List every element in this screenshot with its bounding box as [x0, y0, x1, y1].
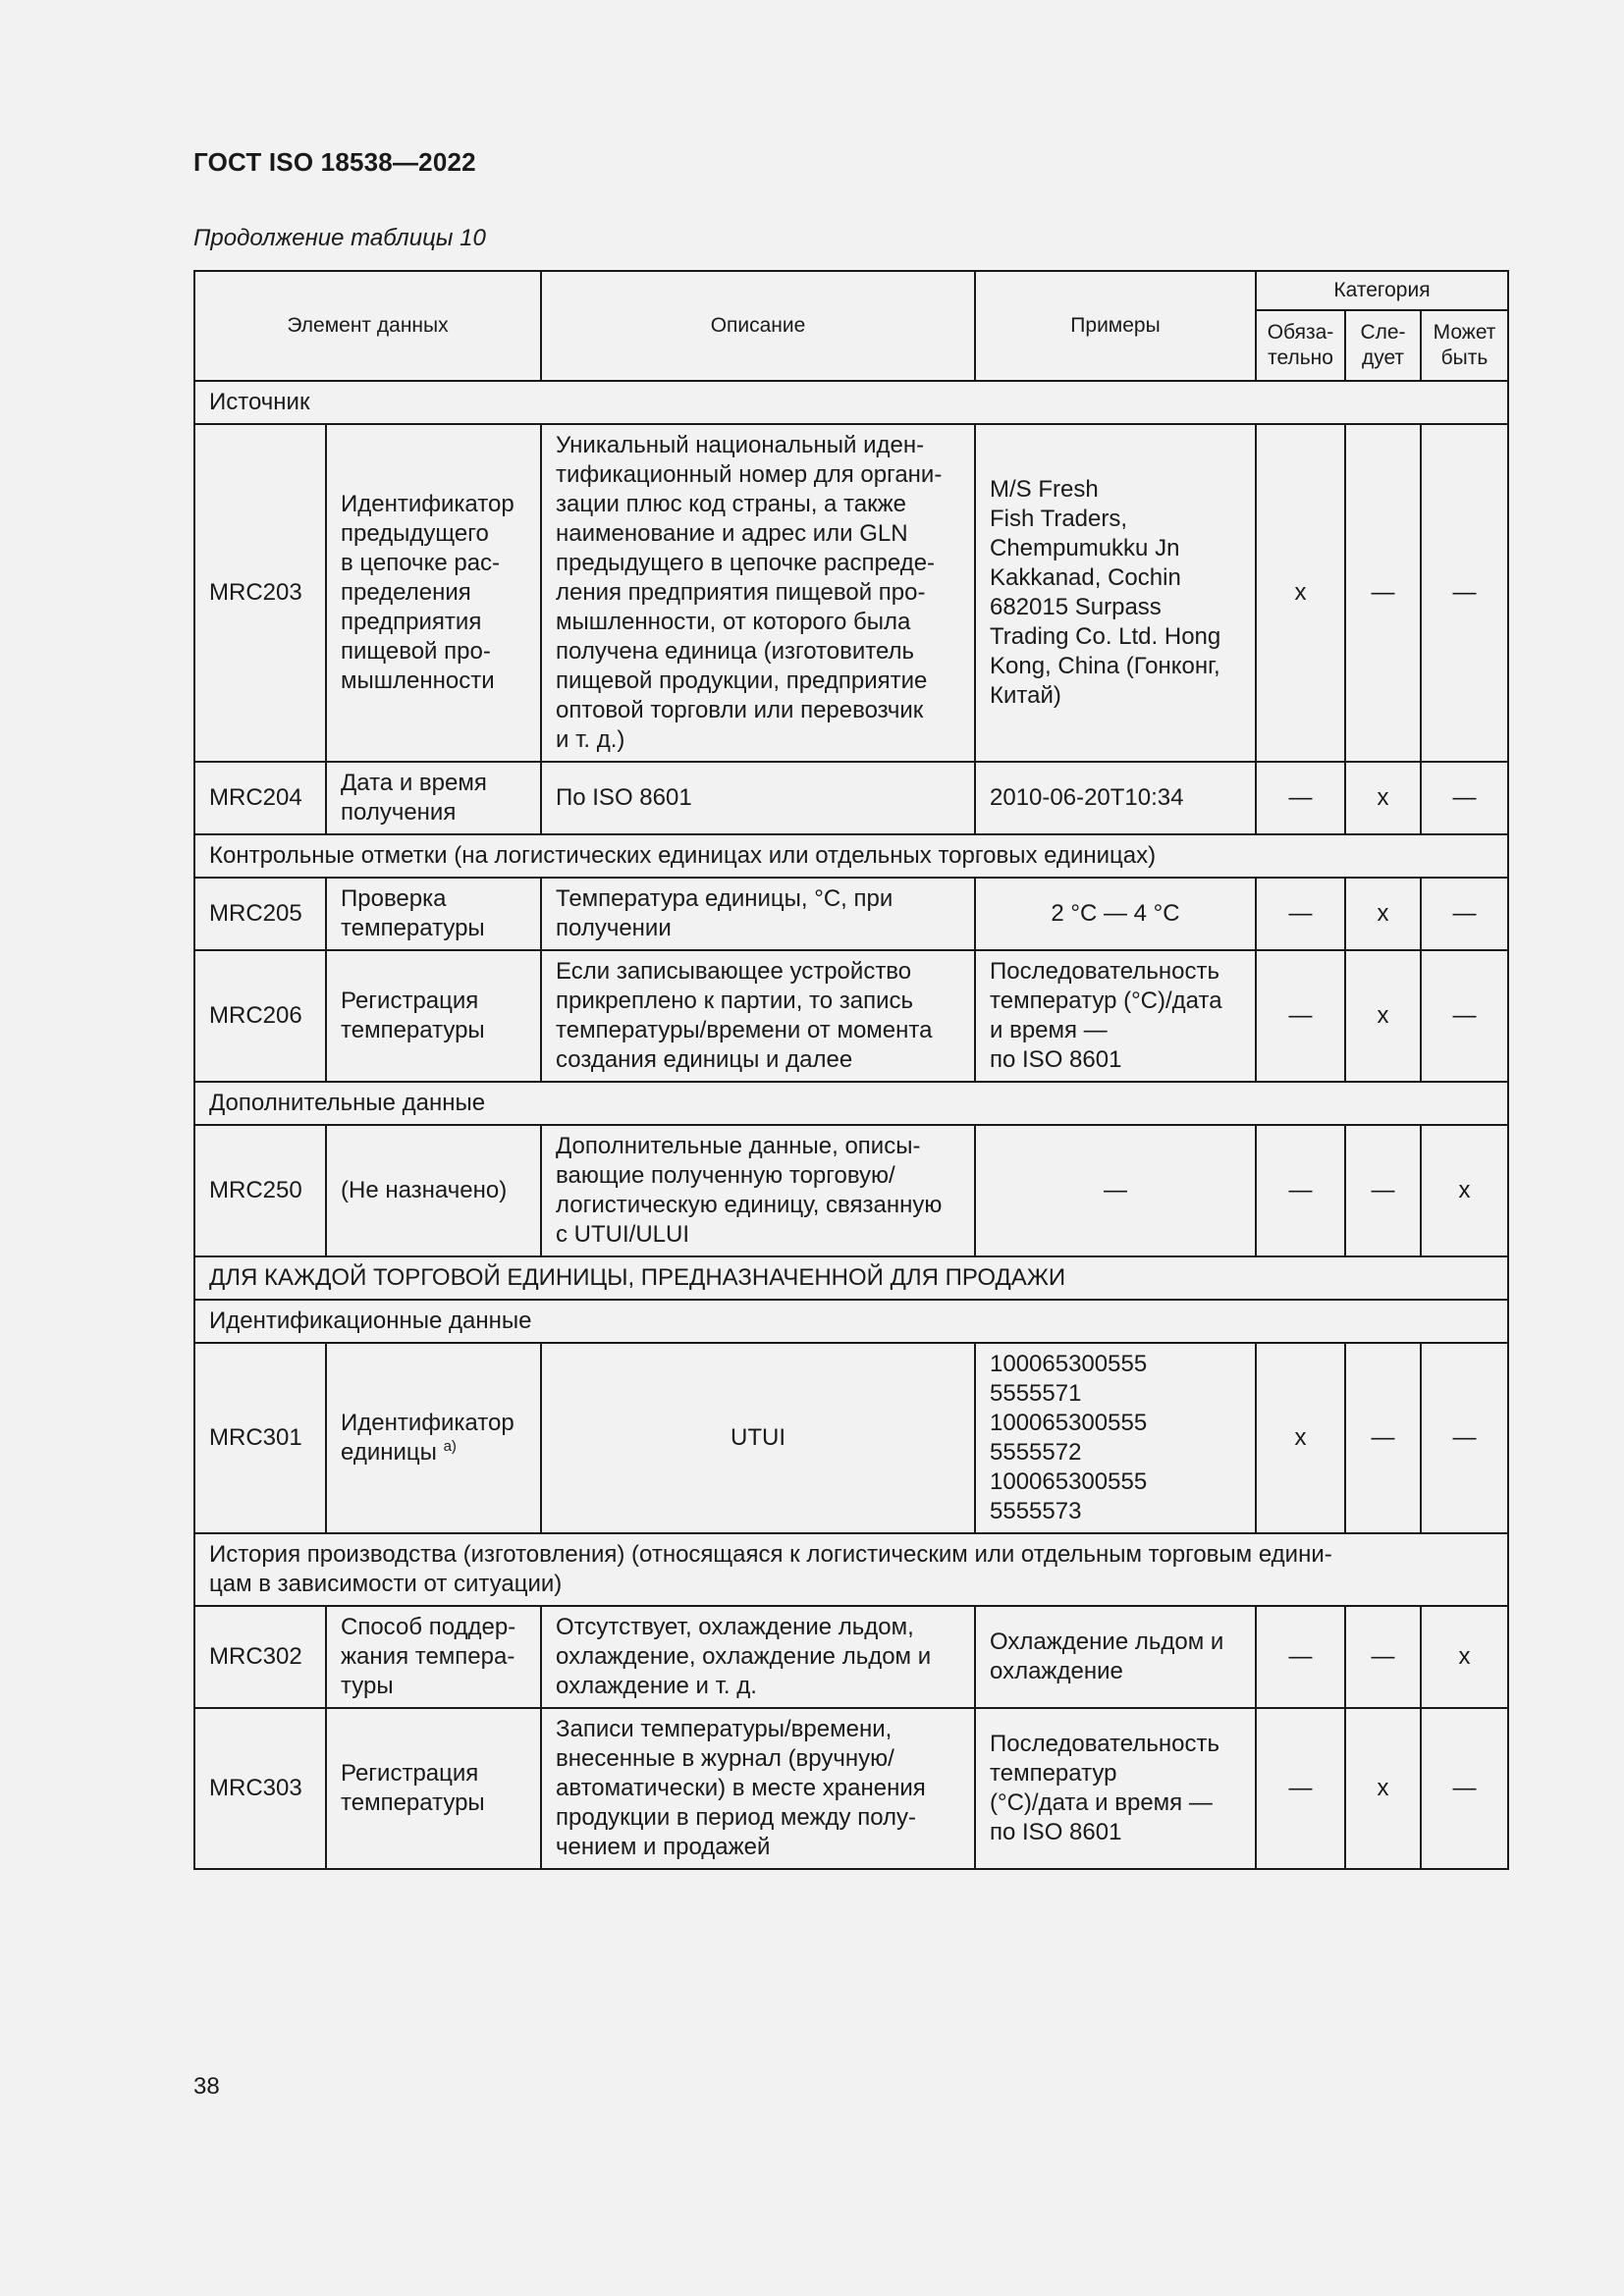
row-code: MRC303 — [194, 1708, 326, 1869]
row-name: Идентификатор единицы — [341, 1410, 514, 1466]
row-example: 2 °С — 4 °С — [975, 878, 1256, 950]
row-may: — — [1421, 762, 1508, 834]
row-may: x — [1421, 1606, 1508, 1708]
row-name: Регистрация температуры — [326, 950, 541, 1082]
row-description: UTUI — [541, 1343, 975, 1533]
page-number: 38 — [193, 2073, 220, 2100]
row-mandatory: — — [1256, 1125, 1345, 1256]
row-description: Дополнительные данные, описы- вающие полученную торговую/ логистическую единицу, связанную с UTUI/ULUI — [541, 1125, 975, 1256]
table-row — [194, 1343, 1508, 1533]
row-code: MRC206 — [194, 950, 326, 1082]
row-description: Температура единицы, °С, при получении — [541, 878, 975, 950]
row-name: Регистрация температуры — [326, 1708, 541, 1869]
row-code: MRC302 — [194, 1606, 326, 1708]
row-description: Если записывающее устройство прикреплено к партии, то запись температуры/времени от момента создания единицы и далее — [541, 950, 975, 1082]
section-row — [194, 381, 1508, 424]
section-row — [194, 1256, 1508, 1300]
row-mandatory: — — [1256, 762, 1345, 834]
row-name: Проверка температуры — [326, 878, 541, 950]
row-should: x — [1345, 950, 1421, 1082]
row-description: Уникальный национальный иден- тификационный номер для органи- зации плюс код страны, а также наименование и адрес или GLN предыдущего в цепочке распреде- ления предприятия пищевой про- мышленности, от которого была получена единица (изготовитель пищевой продукции, предприятие оптовой торговли или перевозчик и т. д.) — [541, 424, 975, 762]
row-mandatory: — — [1256, 1606, 1345, 1708]
header-examples: Примеры — [975, 271, 1256, 381]
data-table — [193, 270, 1509, 1870]
row-code: MRC301 — [194, 1343, 326, 1533]
table-row — [194, 1708, 1508, 1869]
row-description: По ISO 8601 — [541, 762, 975, 834]
row-mandatory: x — [1256, 424, 1345, 762]
section-title: ДЛЯ КАЖДОЙ ТОРГОВОЙ ЕДИНИЦЫ, ПРЕДНАЗНАЧЕННОЙ ДЛЯ ПРОДАЖИ — [194, 1256, 1508, 1300]
row-example: M/S Fresh Fish Traders, Chempumukku Jn Kakkanad, Cochin 682015 Surpass Trading Co. Ltd. Hong Kong, China (Гонконг, Китай) — [975, 424, 1256, 762]
header-category: Категория — [1256, 271, 1508, 310]
row-code: MRC205 — [194, 878, 326, 950]
row-example: Охлаждение льдом и охлаждение — [975, 1606, 1256, 1708]
row-should: — — [1345, 1125, 1421, 1256]
row-name-cell — [326, 1343, 541, 1533]
row-description: Отсутствует, охлаждение льдом, охлаждение, охлаждение льдом и охлаждение и т. д. — [541, 1606, 975, 1708]
row-should: — — [1345, 424, 1421, 762]
row-mandatory: — — [1256, 1708, 1345, 1869]
row-may: — — [1421, 1708, 1508, 1869]
row-code: MRC204 — [194, 762, 326, 834]
row-may: — — [1421, 424, 1508, 762]
section-title: Идентификационные данные — [194, 1300, 1508, 1343]
row-should: x — [1345, 762, 1421, 834]
row-description: Записи температуры/времени, внесенные в журнал (вручную/ автоматически) в месте хранения продукции в период между полу- чением и продажей — [541, 1708, 975, 1869]
section-row — [194, 834, 1508, 878]
row-name: Способ поддер- жания темпера- туры — [326, 1606, 541, 1708]
header-mandatory: Обяза- тельно — [1256, 310, 1345, 381]
row-example: — — [975, 1125, 1256, 1256]
row-mandatory: x — [1256, 1343, 1345, 1533]
row-example: 100065300555 5555571 100065300555 5555572 100065300555 5555573 — [975, 1343, 1256, 1533]
table-row — [194, 762, 1508, 834]
section-title: История производства (изготовления) (относящаяся к логистическим или отдельным торговым едини- цам в зависимости от ситуации) — [194, 1533, 1508, 1606]
row-code: MRC250 — [194, 1125, 326, 1256]
row-name: Дата и время получения — [326, 762, 541, 834]
section-row — [194, 1300, 1508, 1343]
row-may: — — [1421, 950, 1508, 1082]
table-caption: Продолжение таблицы 10 — [193, 225, 486, 251]
row-should: x — [1345, 1708, 1421, 1869]
table-row — [194, 950, 1508, 1082]
header-may: Может быть — [1421, 310, 1508, 381]
row-should: x — [1345, 878, 1421, 950]
row-may: x — [1421, 1125, 1508, 1256]
section-row — [194, 1533, 1508, 1606]
row-name: (Не назначено) — [326, 1125, 541, 1256]
document-header: ГОСТ ISO 18538—2022 — [193, 147, 476, 177]
header-element: Элемент данных — [194, 271, 541, 381]
row-name: Идентификатор предыдущего в цепочке рас- пределения предприятия пищевой про- мышленности — [326, 424, 541, 762]
row-may: — — [1421, 878, 1508, 950]
table-row — [194, 1125, 1508, 1256]
section-title: Источник — [194, 381, 1508, 424]
row-mandatory: — — [1256, 878, 1345, 950]
section-title: Дополнительные данные — [194, 1082, 1508, 1125]
footnote-marker: а) — [443, 1438, 457, 1455]
row-may: — — [1421, 1343, 1508, 1533]
row-example: Последовательность температур (°С)/дата и время — по ISO 8601 — [975, 1708, 1256, 1869]
section-title: Контрольные отметки (на логистических единицах или отдельных торговых единицах) — [194, 834, 1508, 878]
row-example: 2010-06-20T10:34 — [975, 762, 1256, 834]
header-description: Описание — [541, 271, 975, 381]
table-row — [194, 878, 1508, 950]
row-example: Последовательность температур (°С)/дата и время — по ISO 8601 — [975, 950, 1256, 1082]
row-code: MRC203 — [194, 424, 326, 762]
table-row — [194, 1606, 1508, 1708]
row-mandatory: — — [1256, 950, 1345, 1082]
row-should: — — [1345, 1606, 1421, 1708]
header-should: Сле- дует — [1345, 310, 1421, 381]
section-row — [194, 1082, 1508, 1125]
table-row — [194, 424, 1508, 762]
row-should: — — [1345, 1343, 1421, 1533]
